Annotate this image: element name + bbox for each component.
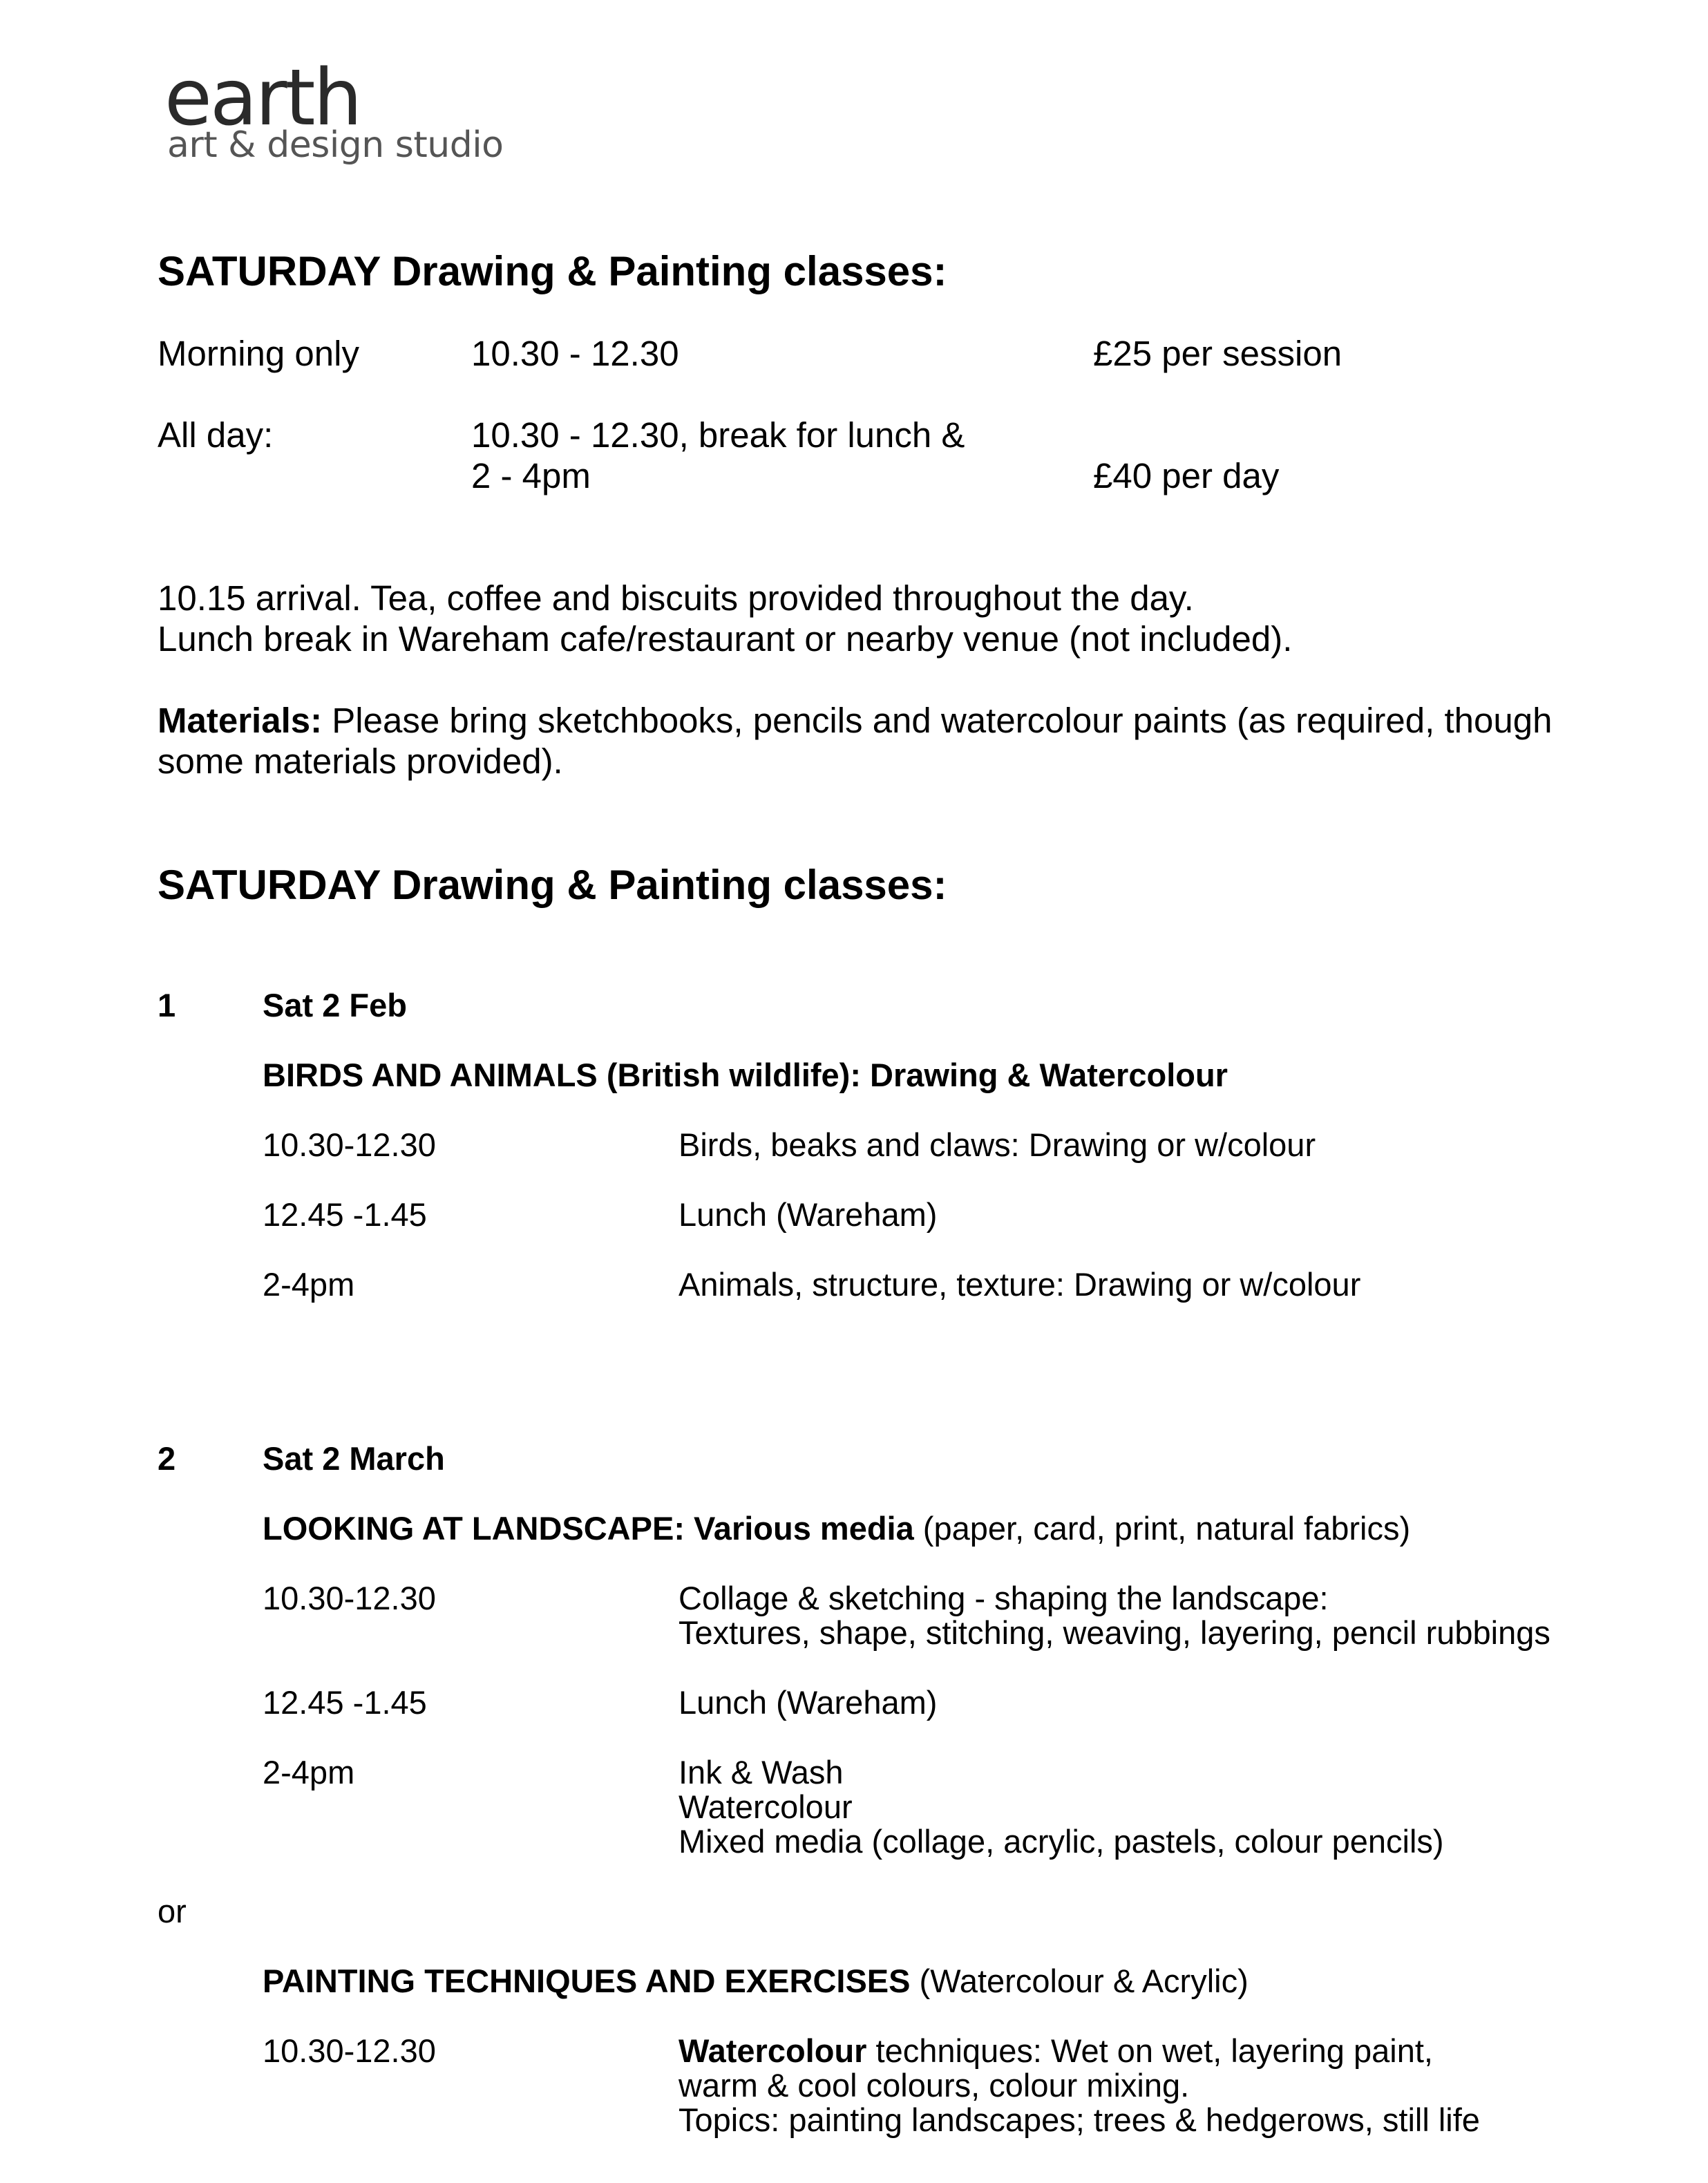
class2-alt-row1-time: 10.30-12.30 xyxy=(263,2032,436,2069)
class2-alt-title-bold: PAINTING TECHNIQUES AND EXERCISES xyxy=(263,1963,911,1999)
class2-row3-desc-line2: Watercolour xyxy=(679,1788,853,1825)
alt-row1-desc-rest: techniques: Wet on wet, layering paint, xyxy=(866,2032,1433,2069)
materials-text: Please bring sketchbooks, pencils and watercolour paints (as required, though xyxy=(322,701,1553,740)
class1-row3-time: 2-4pm xyxy=(263,1266,355,1303)
class2-alt-row1-desc-line2: warm & cool colours, colour mixing. xyxy=(679,2067,1190,2104)
class1-row3-desc: Animals, structure, texture: Drawing or w/colour xyxy=(679,1266,1361,1303)
watercolour-bold: Watercolour xyxy=(679,2032,867,2069)
logo-subtitle: art & design studio xyxy=(167,124,504,166)
materials-line1 xyxy=(158,700,1552,741)
class2-row2-desc: Lunch (Wareham) xyxy=(679,1684,938,1721)
morning-time: 10.30 - 12.30 xyxy=(471,334,679,373)
class2-title xyxy=(263,1508,1410,1549)
allday-time-line1: 10.30 - 12.30, break for lunch & xyxy=(471,415,965,455)
class1-title: BIRDS AND ANIMALS (British wildlife): Drawing & Watercolour xyxy=(263,1057,1228,1093)
class2-title-bold1: LOOKING AT LANDSCAPE: xyxy=(263,1510,694,1547)
class2-alt-title xyxy=(263,1960,1249,2002)
class1-number: 1 xyxy=(158,987,176,1023)
class2-alt-title-rest: (Watercolour & Acrylic) xyxy=(910,1963,1249,1999)
class2-row3-desc-line3: Mixed media (collage, acrylic, pastels, colour pencils) xyxy=(679,1823,1444,1860)
class2-row1-desc-line2: Textures, shape, stitching, weaving, layering, pencil rubbings xyxy=(679,1614,1550,1651)
section1-heading: SATURDAY Drawing & Painting classes: xyxy=(158,248,947,294)
class2-title-rest: (paper, card, print, natural fabrics) xyxy=(913,1510,1411,1547)
class2-title-bold2: Various media xyxy=(694,1510,914,1547)
arrival-note: 10.15 arrival. Tea, coffee and biscuits provided throughout the day. xyxy=(158,578,1194,618)
allday-time-line2: 2 - 4pm xyxy=(471,456,591,495)
class2-alt-row1-desc-line3: Topics: painting landscapes; trees & hedgerows, still life xyxy=(679,2101,1480,2138)
class1-row1-desc: Birds, beaks and claws: Drawing or w/colour xyxy=(679,1126,1316,1163)
class2-number: 2 xyxy=(158,1440,176,1477)
allday-price: £40 per day xyxy=(1093,456,1280,495)
logo-word: earth xyxy=(164,53,361,143)
morning-label: Morning only xyxy=(158,334,359,373)
class2-row1-desc-line1: Collage & sketching - shaping the landscape: xyxy=(679,1580,1329,1616)
section2-heading: SATURDAY Drawing & Painting classes: xyxy=(158,862,947,908)
class2-row1-time: 10.30-12.30 xyxy=(263,1580,436,1616)
materials-label: Materials: xyxy=(158,701,323,740)
class2-row3-time: 2-4pm xyxy=(263,1754,355,1790)
or-separator: or xyxy=(158,1893,187,1929)
lunch-note: Lunch break in Wareham cafe/restaurant or nearby venue (not included). xyxy=(158,619,1293,659)
morning-price: £25 per session xyxy=(1093,334,1342,373)
class1-row1-time: 10.30-12.30 xyxy=(263,1126,436,1163)
allday-label: All day: xyxy=(158,415,274,455)
class1-date: Sat 2 Feb xyxy=(263,987,407,1023)
materials-line2: some materials provided). xyxy=(158,741,563,781)
earth-logo xyxy=(164,53,524,181)
class2-row3-desc-line1: Ink & Wash xyxy=(679,1754,844,1790)
class1-row2-time: 12.45 -1.45 xyxy=(263,1196,427,1233)
class2-date: Sat 2 March xyxy=(263,1440,445,1477)
class1-row2-desc: Lunch (Wareham) xyxy=(679,1196,938,1233)
class2-row2-time: 12.45 -1.45 xyxy=(263,1684,427,1721)
